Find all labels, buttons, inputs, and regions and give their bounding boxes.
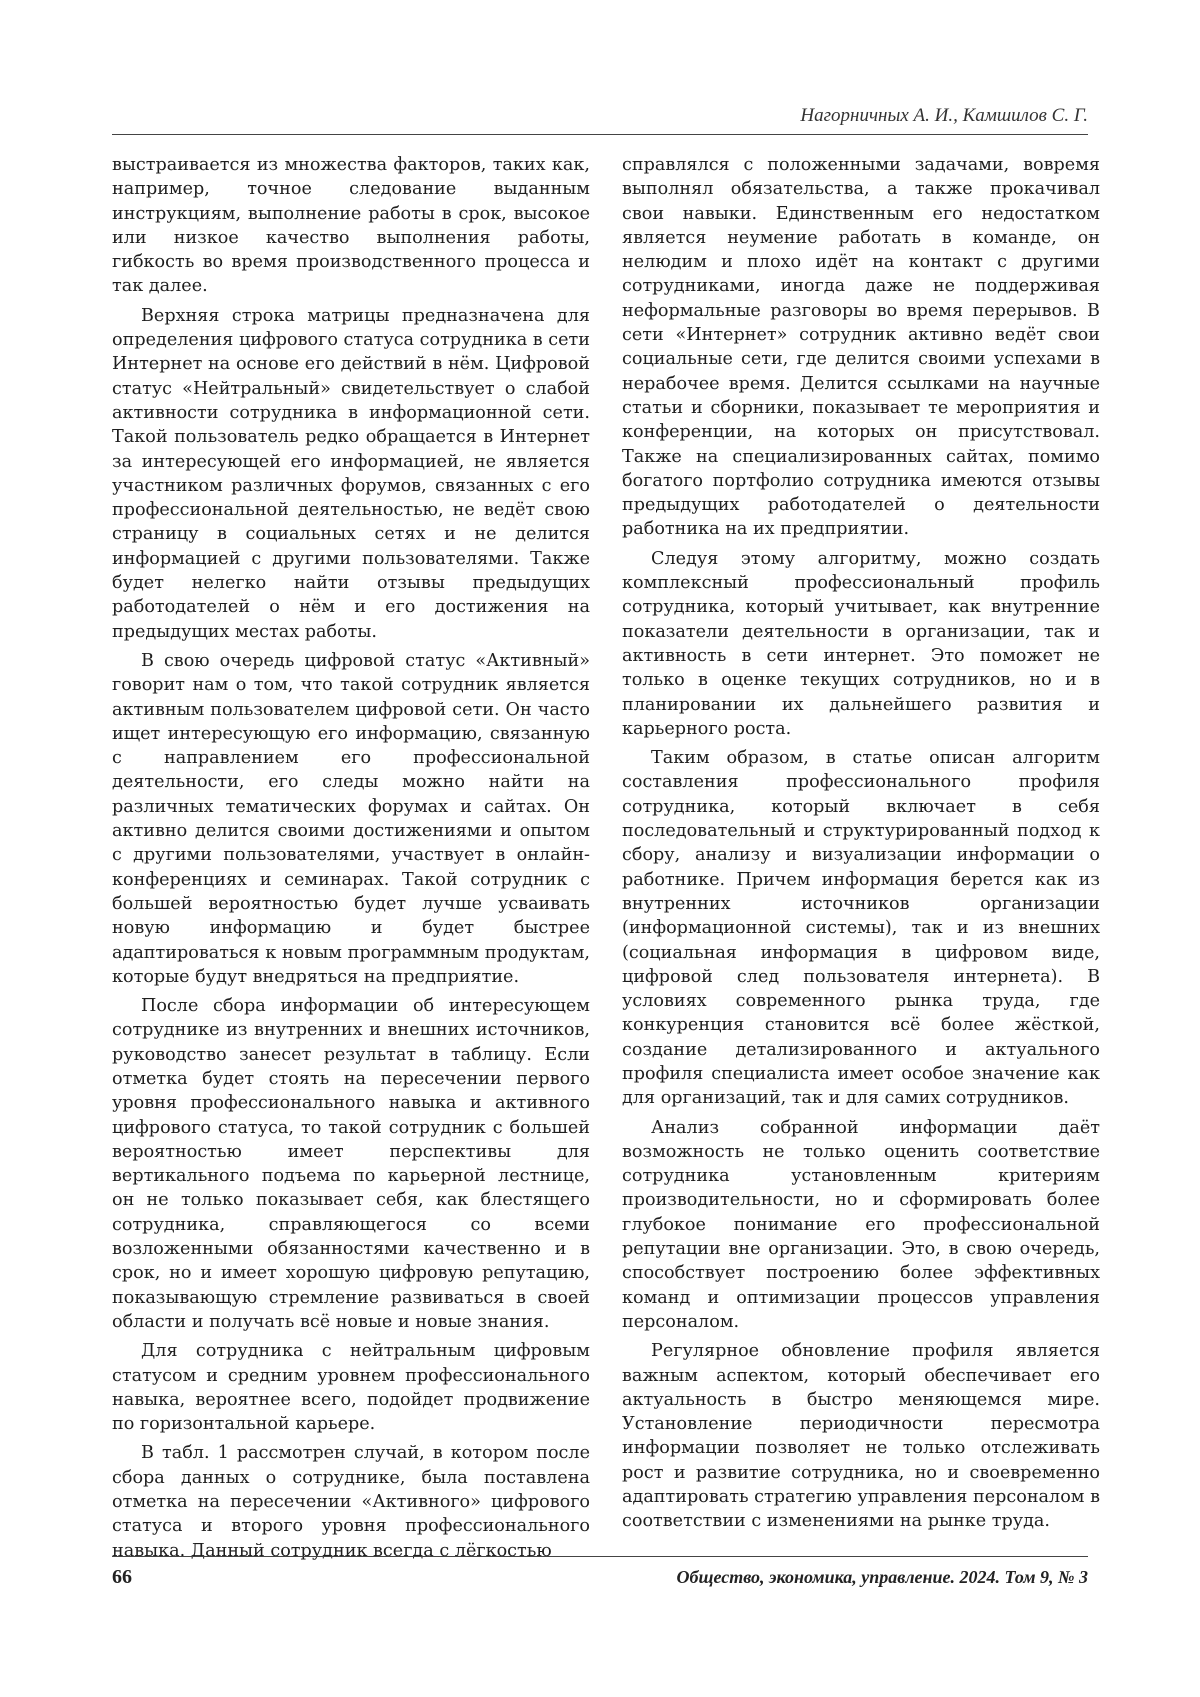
header-rule [112,134,1088,135]
paragraph: Для сотрудника с нейтральным цифровым статусом и средним уровнем профессионального навыка, вероятнее всего, подойдет продвижение по горизонтальной карьере. [112,1341,590,1435]
paragraph: выстраивается из множества факторов, таких как, например, точное следование выданным инструкциям, выполнение работы в срок, высокое или низкое качество выполнения работы, гибкость во время производственного процесса и так далее. [112,155,590,297]
right-column [622,153,1100,1539]
paragraph: Верхняя строка матрицы предназначена для определения цифрового статуса сотрудника в сети Интернет на основе его действий в нём. Цифровой статус «Нейтральный» свидетельствует о слабой активности сотрудника в информационной сети. Такой пользователь редко обращается в Интернет за интересующей его информацией, не является участником различных форумов, связанных с его профессиональной деятельностью, не ведёт свою страницу в социальных сетях и не делится информацией с другими пользователями. Также будет нелегко найти отзывы предыдущих работодателей о нём и его достижения на предыдущих местах работы. [112,305,591,642]
paragraph: Анализ собранной информации даёт возможность не только оценить соответствие сотрудника установленным критериям производительности, но и сформировать более глубокое понимание его профессиональной репутации вне организации. Это, в свою очередь, способствует построению более эффективных команд и оптимизации процессов управления персоналом. [622,1117,1100,1332]
paragraph: В табл. 1 рассмотрен случай, в котором после сбора данных о сотруднике, была поставлена отметка на пересечении «Активного» цифрового статуса и второго уровня профессионального навыка. Данный сотрудник всегда с лёгкостью [112,1443,590,1561]
paragraph: Регулярное обновление профиля является важным аспектом, который обеспечивает его актуальность в быстро меняющемся мире. Установление периодичности пересмотра информации позволяет не только отслеживать рост и развитие сотрудника, но и своевременно адаптировать стратегию управления персоналом в соответствии с изменениями на рынке труда. [622,1341,1100,1532]
paragraph: справлялся с положенными задачами, вовремя выполнял обязательства, а также прокачивал свои навыки. Единственным его недостатком является неумение работать в команде, он нелюдим и плохо идёт на контакт с другими сотрудниками, иногда даже не поддерживая неформальные разговоры во время перерывов. В сети «Интернет» сотрудник активно ведёт свои социальные сети, где делится своими успехами в нерабочее время. Делится ссылками на научные статьи и сборники, показывает те мероприятия и конференции, на которых он присутствовал. Также на специализированных сайтах, помимо богатого портфолио сотрудника имеются отзывы предыдущих работодателей о деятельности работника на их предприятии. [622,155,1100,540]
paragraph: В свою очередь цифровой статус «Активный» говорит нам о том, что такой сотрудник является активным пользователем цифровой сети. Он часто ищет интересующую его информацию, связанную с направлением его профессиональной деятельности, его следы можно найти на различных тематических форумах и сайтах. Он активно делится своими достижениями и опытом с другими пользователями, участвует в онлайн-конференциях и семинарах. Такой сотрудник с большей вероятностью будет лучше усваивать новую информацию и будет быстрее адаптироваться к новым программным продуктам, которые будут внедряться на предприятие. [112,650,590,987]
journal-citation: Общество, экономика, управление. 2024. Том 9, № 3 [676,1567,1088,1587]
paragraph: Следуя этому алгоритму, можно создать комплексный профессиональный профиль сотрудника, который учитывает, как внутренние показатели деятельности в организации, так и активность в сети интернет. Это поможет не только в оценке текущих сотрудников, но и в планировании их дальнейшего развития и карьерного роста. [622,548,1100,739]
page-number: 66 [112,1566,132,1588]
paragraph: Таким образом, в статье описан алгоритм составления профессионального профиля сотрудника, который включает в себя последовательный и структурированный подход к сбору, анализу и визуализации информации о работнике. Причем информация берется как из внутренних источников организации (информационной системы), так и из внешних (социальная информация в цифровом виде, цифровой след пользователя интернета). В условиях современного рынка труда, где конкуренция становится всё более жёсткой, создание детализированного и актуального профиля специалиста имеет особое значение как для организаций, так и для самих сотрудников. [622,748,1100,1109]
footer-rule [112,1556,1088,1557]
paragraph: После сбора информации об интересующем сотруднике из внутренних и внешних источников, руководство занесет результат в таблицу. Если отметка будет стоять на пересечении первого уровня профессионального навыка и активного цифрового статуса, то такой сотрудник с большей вероятностью имеет перспективы для вертикального подъема по карьерной лестнице, он не только показывает себя, как блестящего сотрудника, справляющегося со всеми возложенными обязанностями качественно и в срок, но и имеет хорошую цифровую репутацию, показывающую стремление развиваться в своей области и получать всё новые и новые знания. [112,996,590,1332]
left-column [112,153,590,1568]
running-header-authors: Нагорничных А. И., Камшилов С. Г. [800,105,1088,126]
